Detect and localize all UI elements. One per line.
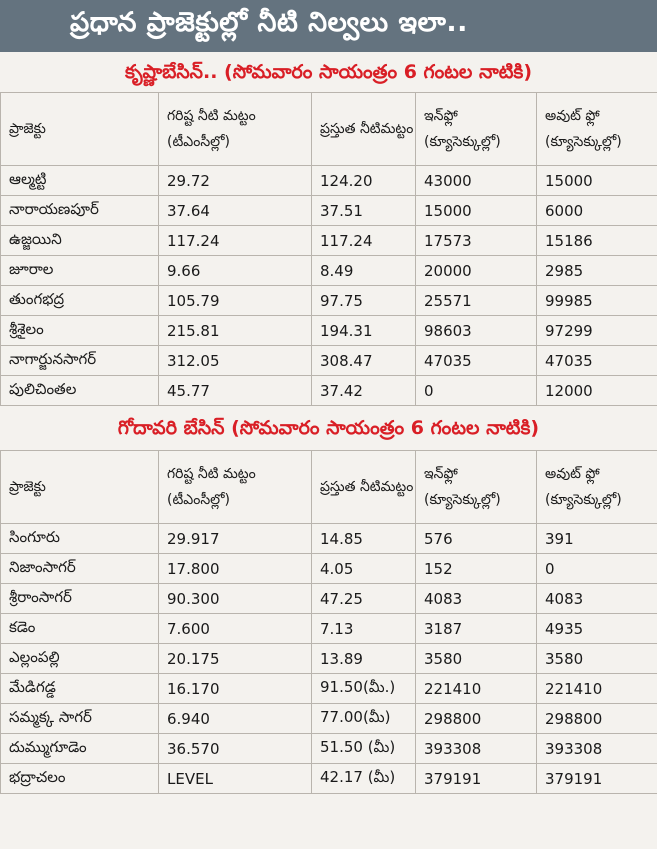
column-header: గరిష్ట నీటి మట్టం (టీఎంసీల్లో) bbox=[159, 93, 312, 166]
value-cell: 17573 bbox=[416, 226, 537, 256]
value-cell: 36.570 bbox=[159, 734, 312, 764]
value-cell: 379191 bbox=[416, 764, 537, 794]
value-cell: 42.17 (మీ) bbox=[312, 764, 416, 794]
project-name-cell: శ్రీరాంసాగర్ bbox=[1, 584, 159, 614]
value-cell: 0 bbox=[537, 554, 657, 584]
column-header: ప్రాజెక్టు bbox=[1, 93, 159, 166]
table-row bbox=[1, 554, 657, 584]
value-cell: 298800 bbox=[537, 704, 657, 734]
value-cell: 117.24 bbox=[159, 226, 312, 256]
krishna-basin-title: కృష్ణాబేసిన్.. (సోమవారం సాయంత్రం 6 గంటల నాటికి) bbox=[124, 61, 533, 83]
value-cell: 15000 bbox=[416, 196, 537, 226]
value-cell: 194.31 bbox=[312, 316, 416, 346]
table-row bbox=[1, 166, 657, 196]
table-row bbox=[1, 316, 657, 346]
value-cell: 20.175 bbox=[159, 644, 312, 674]
project-name-cell: దుమ్ముగూడెం bbox=[1, 734, 159, 764]
value-cell: 37.51 bbox=[312, 196, 416, 226]
project-name-cell: జూరాల bbox=[1, 256, 159, 286]
table-row bbox=[1, 196, 657, 226]
value-cell: 29.917 bbox=[159, 524, 312, 554]
value-cell: 14.85 bbox=[312, 524, 416, 554]
project-name-cell: ఆల్మట్టి bbox=[1, 166, 159, 196]
value-cell: 4935 bbox=[537, 614, 657, 644]
value-cell: 17.800 bbox=[159, 554, 312, 584]
table-row bbox=[1, 764, 657, 794]
value-cell: 6.940 bbox=[159, 704, 312, 734]
value-cell: 298800 bbox=[416, 704, 537, 734]
value-cell: 47.25 bbox=[312, 584, 416, 614]
value-cell: 45.77 bbox=[159, 376, 312, 406]
value-cell: 312.05 bbox=[159, 346, 312, 376]
table-row bbox=[1, 584, 657, 614]
krishna-table bbox=[0, 92, 657, 406]
value-cell: 97.75 bbox=[312, 286, 416, 316]
value-cell: 13.89 bbox=[312, 644, 416, 674]
value-cell: 124.20 bbox=[312, 166, 416, 196]
godavari-basin-title: గోదావరి బేసిన్ (సోమవారం సాయంత్రం 6 గంటల నాటికి) bbox=[117, 417, 540, 439]
value-cell: 29.72 bbox=[159, 166, 312, 196]
project-name-cell: సమ్మక్క సాగర్ bbox=[1, 704, 159, 734]
value-cell: 20000 bbox=[416, 256, 537, 286]
value-cell: 3580 bbox=[416, 644, 537, 674]
column-header: గరిష్ట నీటి మట్టం (టీఎంసీల్లో) bbox=[159, 451, 312, 524]
table-row bbox=[1, 286, 657, 316]
table-header-row bbox=[1, 93, 657, 166]
project-name-cell: కడెం bbox=[1, 614, 159, 644]
table-row bbox=[1, 644, 657, 674]
project-name-cell: పులిచింతల bbox=[1, 376, 159, 406]
column-header: ప్రాజెక్టు bbox=[1, 451, 159, 524]
value-cell: 6000 bbox=[537, 196, 657, 226]
value-cell: 215.81 bbox=[159, 316, 312, 346]
table-header-row bbox=[1, 451, 657, 524]
table-row bbox=[1, 674, 657, 704]
value-cell: 15000 bbox=[537, 166, 657, 196]
project-name-cell: సింగూరు bbox=[1, 524, 159, 554]
value-cell: 8.49 bbox=[312, 256, 416, 286]
value-cell: 152 bbox=[416, 554, 537, 584]
value-cell: 221410 bbox=[537, 674, 657, 704]
value-cell: 98603 bbox=[416, 316, 537, 346]
value-cell: 393308 bbox=[416, 734, 537, 764]
value-cell: 25571 bbox=[416, 286, 537, 316]
column-header: ప్రస్తుత నీటిమట్టం bbox=[312, 451, 416, 524]
value-cell: 7.600 bbox=[159, 614, 312, 644]
column-header: ఇన్‌ఫ్లో (క్యూసెక్కుల్లో) bbox=[416, 93, 537, 166]
project-name-cell: నారాయణపూర్ bbox=[1, 196, 159, 226]
project-name-cell: శ్రీశైలం bbox=[1, 316, 159, 346]
project-name-cell: నాగార్జునసాగర్ bbox=[1, 346, 159, 376]
project-name-cell: నిజాంసాగర్ bbox=[1, 554, 159, 584]
page-title: ప్రధాన ప్రాజెక్టుల్లో నీటి నిల్వలు ఇలా.. bbox=[0, 0, 657, 52]
table-row bbox=[1, 614, 657, 644]
project-name-cell: మేడిగడ్డ bbox=[1, 674, 159, 704]
value-cell: 391 bbox=[537, 524, 657, 554]
table-row bbox=[1, 524, 657, 554]
value-cell: 308.47 bbox=[312, 346, 416, 376]
value-cell: 2985 bbox=[537, 256, 657, 286]
value-cell: 4.05 bbox=[312, 554, 416, 584]
table-row bbox=[1, 226, 657, 256]
value-cell: 105.79 bbox=[159, 286, 312, 316]
value-cell: 15186 bbox=[537, 226, 657, 256]
table-row bbox=[1, 704, 657, 734]
table-row bbox=[1, 256, 657, 286]
value-cell: 3187 bbox=[416, 614, 537, 644]
value-cell: 3580 bbox=[537, 644, 657, 674]
column-header: అవుట్ ఫ్లో (క్యూసెక్కుల్లో) bbox=[537, 451, 657, 524]
value-cell: 51.50 (మీ) bbox=[312, 734, 416, 764]
value-cell: LEVEL bbox=[159, 764, 312, 794]
project-name-cell: భద్రాచలం bbox=[1, 764, 159, 794]
table-row bbox=[1, 346, 657, 376]
value-cell: 47035 bbox=[537, 346, 657, 376]
value-cell: 12000 bbox=[537, 376, 657, 406]
value-cell: 99985 bbox=[537, 286, 657, 316]
project-name-cell: ఉజ్జయిని bbox=[1, 226, 159, 256]
value-cell: 4083 bbox=[537, 584, 657, 614]
value-cell: 393308 bbox=[537, 734, 657, 764]
value-cell: 91.50(మీ.) bbox=[312, 674, 416, 704]
value-cell: 379191 bbox=[537, 764, 657, 794]
column-header: అవుట్ ఫ్లో (క్యూసెక్కుల్లో) bbox=[537, 93, 657, 166]
value-cell: 47035 bbox=[416, 346, 537, 376]
value-cell: 117.24 bbox=[312, 226, 416, 256]
table-row bbox=[1, 376, 657, 406]
value-cell: 97299 bbox=[537, 316, 657, 346]
column-header: ఇన్‌ఫ్లో (క్యూసెక్కుల్లో) bbox=[416, 451, 537, 524]
column-header: ప్రస్తుత నీటిమట్టం bbox=[312, 93, 416, 166]
value-cell: 43000 bbox=[416, 166, 537, 196]
godavari-table bbox=[0, 450, 657, 794]
value-cell: 9.66 bbox=[159, 256, 312, 286]
table-row bbox=[1, 734, 657, 764]
value-cell: 576 bbox=[416, 524, 537, 554]
value-cell: 37.42 bbox=[312, 376, 416, 406]
project-name-cell: తుంగభద్ర bbox=[1, 286, 159, 316]
value-cell: 0 bbox=[416, 376, 537, 406]
value-cell: 90.300 bbox=[159, 584, 312, 614]
value-cell: 37.64 bbox=[159, 196, 312, 226]
value-cell: 4083 bbox=[416, 584, 537, 614]
project-name-cell: ఎల్లంపల్లి bbox=[1, 644, 159, 674]
value-cell: 7.13 bbox=[312, 614, 416, 644]
value-cell: 77.00(మీ) bbox=[312, 704, 416, 734]
value-cell: 16.170 bbox=[159, 674, 312, 704]
value-cell: 221410 bbox=[416, 674, 537, 704]
